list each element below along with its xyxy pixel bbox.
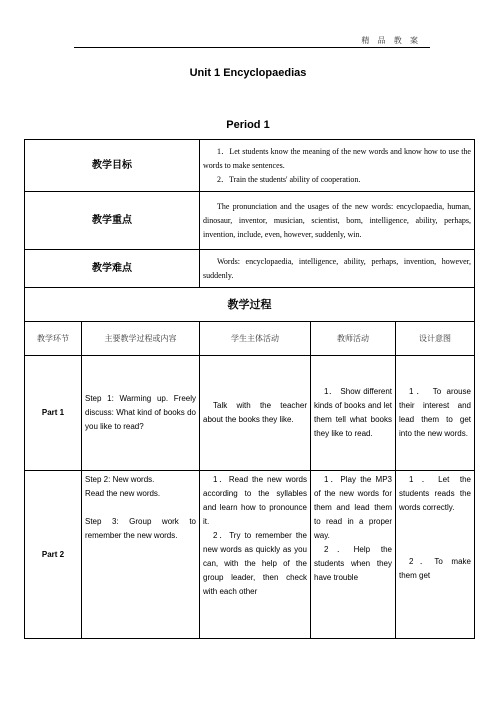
period-heading: Period 1	[226, 119, 270, 131]
col-header-teacher: 教师活动	[311, 322, 396, 356]
part-2-student-line-2: 2．Try to remember the new words as quickly as you can, with the help of the group leader, then check with each other	[203, 531, 307, 596]
part-1-content: Step 1: Warming up. Freely discuss: What kind of books do you like to read?	[82, 356, 200, 471]
column-header-row	[25, 322, 475, 356]
part-1-label: Part 1	[25, 356, 82, 471]
part-2-label: Part 2	[25, 471, 82, 639]
key-points-row	[25, 192, 475, 250]
col-header-intent: 设计意图	[396, 322, 475, 356]
table-row	[25, 471, 475, 639]
part-2-teacher	[311, 471, 396, 639]
difficulties-label: 教学难点	[25, 250, 200, 288]
part-1-intent: 1． To arouse their interest and lead them to get into the new words.	[396, 356, 475, 471]
document-title: Unit 1 Encyclopaedias	[189, 67, 307, 79]
col-header-stage: 教学环节	[25, 322, 82, 356]
objectives-line-2: 2．Train the students' ability of cooperation.	[217, 174, 361, 184]
difficulties-row	[25, 250, 475, 288]
objectives-line-1: 1．Let students know the meaning of the new words and know how to use the words to make sentences.	[203, 146, 471, 170]
part-2-content	[82, 471, 200, 639]
header-mark: 精 品 教 案	[361, 36, 421, 45]
key-points-content: The pronunciation and the usages of the new words: encyclopaedia, human, dinosaur, inventor, musician, scientist, born, intelligence, ability, perhaps, invention, include, even, however, suddenly, win.	[200, 192, 475, 250]
part-2-intent	[396, 471, 475, 639]
part-2-content-line-3: Step 3: Group work to remember the new words.	[85, 517, 196, 540]
part-2-teacher-line-1: 1．Play the MP3 of the new words for them and lead them to read in a proper way.	[314, 475, 392, 540]
objectives-label: 教学目标	[25, 140, 200, 192]
part-2-intent-line-2: 2．To make them get	[399, 557, 471, 580]
table-row	[25, 356, 475, 471]
part-2-student	[200, 471, 311, 639]
part-2-intent-line-1: 1．Let the students reads the words correctly.	[399, 475, 471, 512]
part-2-content-line-2: Read the new words.	[85, 489, 161, 498]
part-2-teacher-line-2: 2．Help the students when they have trouble	[314, 545, 392, 582]
header-rule	[74, 47, 430, 48]
col-header-content: 主要教学过程或内容	[82, 322, 200, 356]
part-2-content-line-1: Step 2: New words.	[85, 475, 155, 484]
col-header-student: 学生主体活动	[200, 322, 311, 356]
part-2-student-line-1: 1．Read the new words according to the syllables and learn how to pronounce it.	[203, 475, 307, 526]
objectives-row	[25, 140, 475, 192]
process-heading: 教学过程	[25, 288, 475, 322]
process-heading-row	[25, 288, 475, 322]
difficulties-content: Words: encyclopaedia, intelligence, ability, perhaps, invention, however, suddenly.	[200, 250, 475, 288]
key-points-label: 教学重点	[25, 192, 200, 250]
part-1-teacher: 1． Show different kinds of books and let them tell what books they like to read.	[311, 356, 396, 471]
lesson-plan-table	[24, 139, 475, 639]
objectives-content	[200, 140, 475, 192]
part-1-student: Talk with the teacher about the books they like.	[200, 356, 311, 471]
